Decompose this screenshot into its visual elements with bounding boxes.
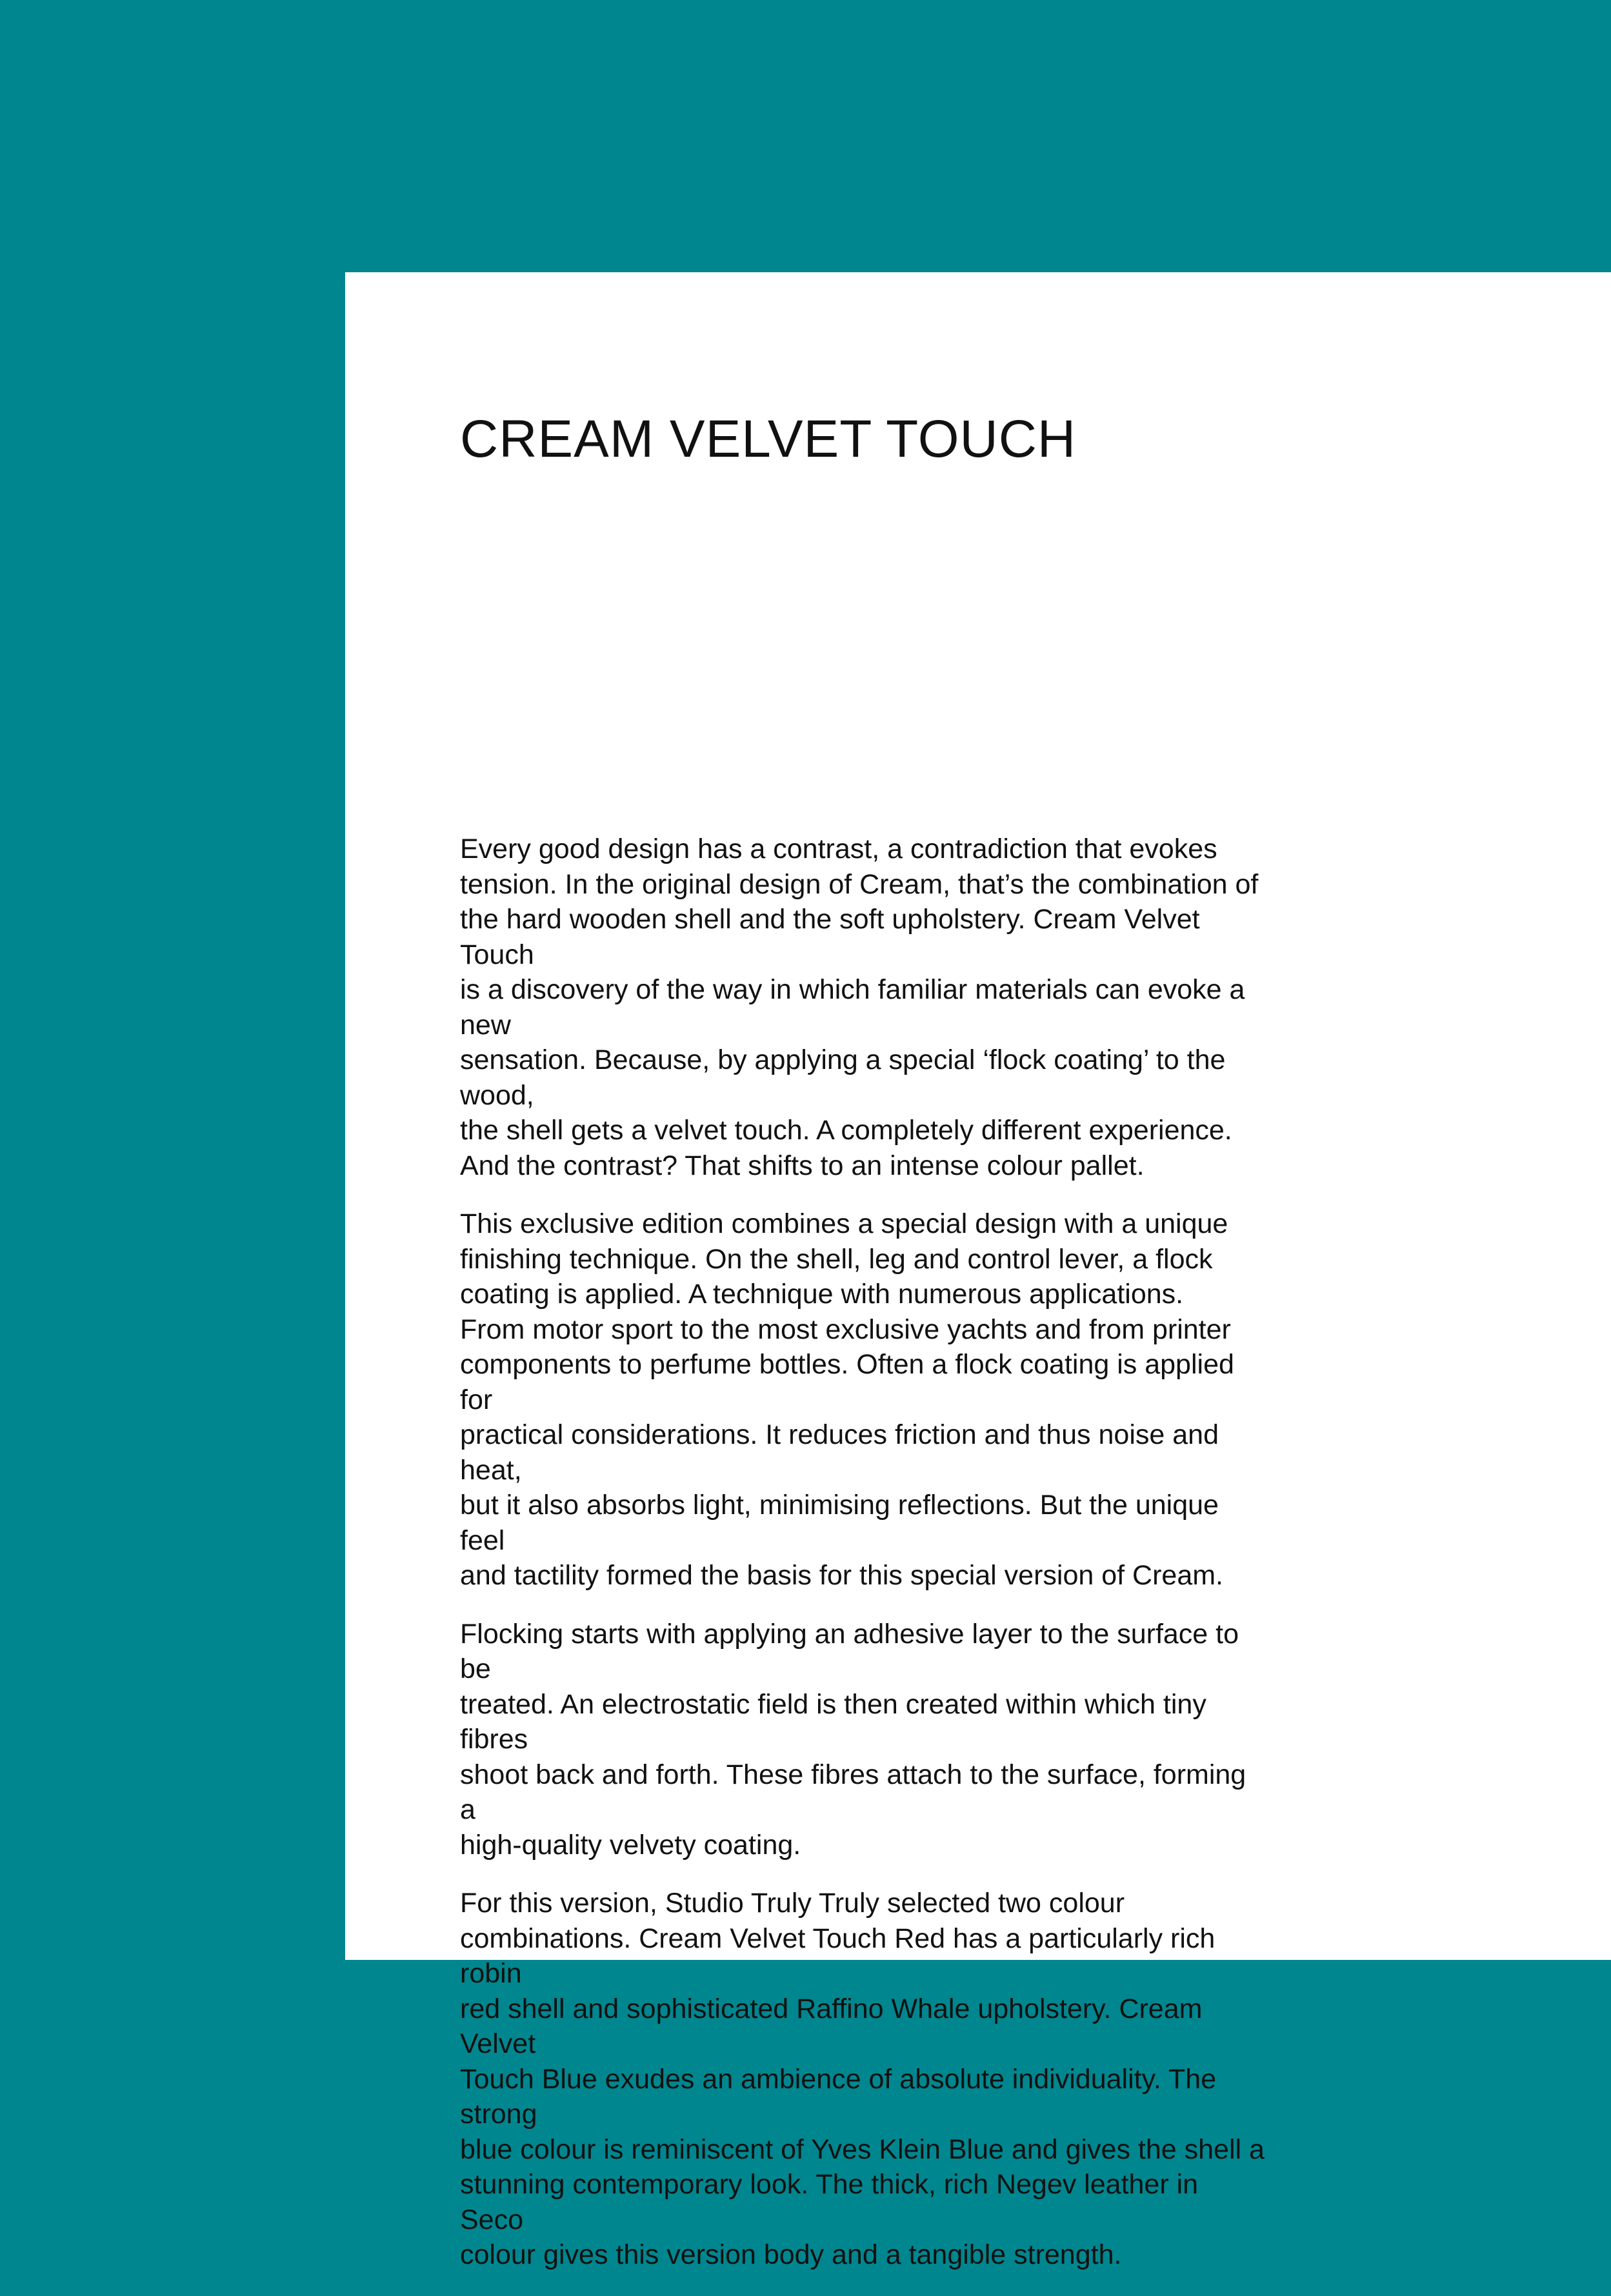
paragraph-intro: Every good design has a contrast, a contradiction that evokes tension. In the original design of Cream, that’s the combination of the hard wooden shell and the soft upholstery. Cream Velvet Touch is a discovery of the way in which familiar materials can evoke a new sensation. Because, by applying a special ‘flock coating’ to the wood, the shell gets a velvet touch. A completely different experience. And the contrast? That shifts to an intense colour pallet. — [460, 834, 1259, 1181]
paragraph-flocking: Flocking starts with applying an adhesive layer to the surface to be treated. An electrostatic field is then created within which tiny fibres shoot back and forth. These fibres attach to the surface, forming a high-quality velvety coating. — [460, 1618, 1246, 1861]
content-panel — [345, 272, 1611, 2270]
paragraph-colour-versions: For this version, Studio Truly Truly selected two colour combinations. Cream Velvet Touch Red has a particularly rich robin red shell and sophisticated Raffino Whale upholstery. Cream Velvet Touch Blue exudes an ambience of absolute individuality. The strong blue colour is reminiscent of Yves Klein Blue and gives the shell a stunning contemporary look. The thick, rich Negev leather in Seco colour gives this version body and a tangible strength. — [460, 1888, 1265, 2270]
paragraph-technique: This exclusive edition combines a special design with a unique finishing technique. On the shell, leg and control lever, a flock coating is applied. A technique with numerous applications. From motor sport to the most exclusive yachts and from printer components to perfume bottles. Often a flock coating is applied for practical considerations. It reduces friction and thus noise and heat, but it also absorbs light, minimising reflections. But the unique feel and tactility formed the basis for this special version of Cream. — [460, 1208, 1234, 1591]
body-text — [460, 832, 1266, 2296]
page-title: CREAM VELVET TOUCH — [460, 410, 1077, 468]
